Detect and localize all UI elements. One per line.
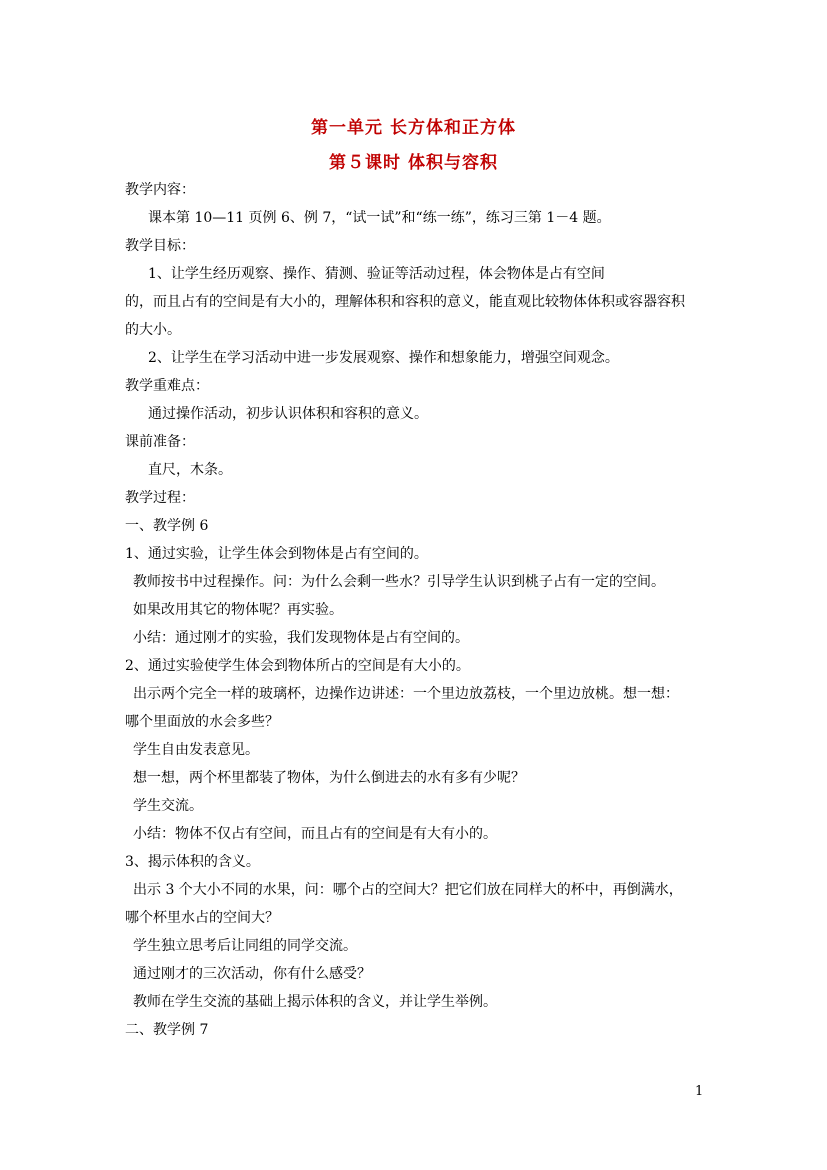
step-3-line: 学生独立思考后让同组的同学交流。 xyxy=(133,938,357,954)
section-heading-process: 教学过程： xyxy=(125,490,195,506)
paragraph-preparation: 直尺，木条。 xyxy=(148,462,232,478)
objective-1-line-1: 1、让学生经历观察、操作、猜测、验证等活动过程，体会物体是占有空间 xyxy=(148,266,605,282)
step-2-line: 学生自由发表意见。 xyxy=(133,742,259,758)
objective-1-line-2: 的，而且占有的空间是有大小的，理解体积和容积的意义，能直观比较物体体积或容器容积 xyxy=(125,294,685,310)
document-title: 第一单元 长方体和正方体 xyxy=(311,118,516,138)
step-3-line: 哪个杯里水占的空间大？ xyxy=(125,910,279,926)
step-2-line: 学生交流。 xyxy=(133,798,203,814)
step-2-line: 想一想，两个杯里都装了物体，为什么倒进去的水有多有少呢？ xyxy=(133,770,525,786)
part-heading-example-7: 二、教学例 7 xyxy=(125,1022,209,1038)
step-2-heading: 2、通过实验使学生体会到物体所占的空间是有大小的。 xyxy=(125,658,470,674)
part-heading-example-6: 一、教学例 6 xyxy=(125,518,209,534)
step-2-summary: 小结：物体不仅占有空间，而且占有的空间是有大有小的。 xyxy=(133,826,497,842)
lesson-subtitle: 第５课时 体积与容积 xyxy=(329,153,498,173)
step-1-summary: 小结：通过刚才的实验，我们发现物体是占有空间的。 xyxy=(133,630,469,646)
section-heading-key-points: 教学重难点： xyxy=(125,378,209,394)
step-2-line: 出示两个完全一样的玻璃杯，边操作边讲述：一个里边放荔枝，一个里边放桃。想一想： xyxy=(133,686,679,702)
section-heading-objectives: 教学目标： xyxy=(125,238,195,254)
paragraph-key-points: 通过操作活动，初步认识体积和容积的意义。 xyxy=(148,406,428,422)
step-3-line: 出示 3 个大小不同的水果，问：哪个占的空间大？把它们放在同样大的杯中，再倒满水， xyxy=(133,882,683,898)
step-1-line: 教师按书中过程操作。问：为什么会剩一些水？引导学生认识到桃子占有一定的空间。 xyxy=(133,574,665,590)
step-3-line: 通过刚才的三次活动，你有什么感受？ xyxy=(133,966,371,982)
step-3-heading: 3、揭示体积的含义。 xyxy=(125,854,260,870)
objective-2: 2、让学生在学习活动中进一步发展观察、操作和想象能力，增强空间观念。 xyxy=(148,350,619,366)
step-1-heading: 1、通过实验，让学生体会到物体是占有空间的。 xyxy=(125,546,428,562)
section-heading-preparation: 课前准备： xyxy=(125,434,195,450)
objective-1-line-3: 的大小。 xyxy=(125,322,181,338)
step-1-line: 如果改用其它的物体呢？再实验。 xyxy=(133,602,343,618)
step-3-line: 教师在学生交流的基础上揭示体积的含义，并让学生举例。 xyxy=(133,994,497,1010)
step-2-line: 哪个里面放的水会多些？ xyxy=(125,714,279,730)
page-number: 1 xyxy=(695,1084,704,1099)
section-heading-content: 教学内容： xyxy=(125,182,195,198)
paragraph-content: 课本第 10—11 页例 6、例 7，“试一试”和“练一练”，练习三第 1－4 题。 xyxy=(148,210,611,226)
